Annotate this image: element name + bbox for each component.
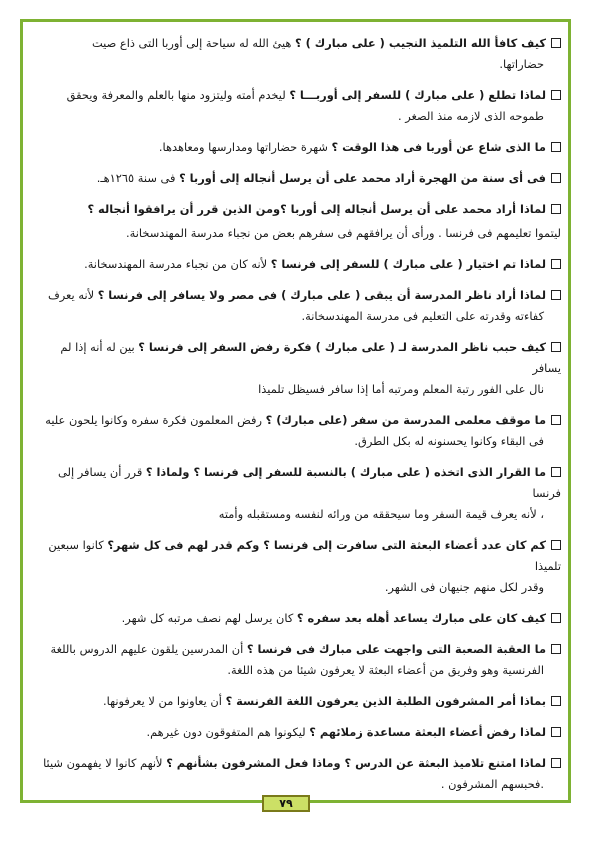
- question-text: لماذا امتنع تلاميذ البعثة عن الدرس ؟ وماذا فعل المشرفون بشأنهم ؟: [166, 756, 546, 770]
- checkbox-icon[interactable]: [551, 142, 561, 152]
- question-text: كيف حبب ناظر المدرسة لـ ( على مبارك ) فكرة رفض السفر إلى فرنسا ؟: [138, 340, 546, 354]
- checkbox-icon[interactable]: [551, 727, 561, 737]
- question-text: ما موقف معلمى المدرسة من سفر (على مبارك) ؟: [265, 413, 546, 427]
- answer-text: ليخدم أمته وليتزود منها بالعلم والمعرفة ويحقق: [66, 88, 286, 102]
- answer-text: فى سنة ١٢٦٥هـ.: [96, 171, 176, 185]
- checkbox-icon[interactable]: [551, 758, 561, 768]
- checkbox-icon[interactable]: [551, 259, 561, 269]
- answer-text: لأنه كان من نجباء مدرسة المهندسخانة.: [84, 257, 268, 271]
- answer-continuation: نال على الفور رتبة المعلم ومرتبه أما إذا سافر فسيظل تلميذا: [258, 382, 544, 396]
- checkbox-icon[interactable]: [551, 290, 561, 300]
- checkbox-icon[interactable]: [551, 342, 561, 352]
- checkbox-icon[interactable]: [551, 415, 561, 425]
- question-text: ما العقبة الصعبة التى واجهت على مبارك فى فرنسا ؟: [246, 642, 546, 656]
- answer-text: هيئ الله له سياحة إلى أوربا التى ذاع صيت: [91, 36, 292, 50]
- qa-item: [31, 608, 561, 629]
- answer-continuation: الفرنسية وهو وفريق من أعضاء البعثة لا يعرفون شيئا من هذه اللغة.: [227, 663, 544, 677]
- qa-item: [31, 33, 561, 75]
- question-text: لماذا رفض أعضاء البعثة مساعدة زملائهم ؟: [309, 725, 546, 739]
- question-text: لماذا تم اختيار ( على مبارك ) للسفر إلى فرنسا ؟: [270, 257, 546, 271]
- answer-text: شهرة حضاراتها ومدارسها ومعاهدها.: [158, 140, 328, 154]
- qa-item: [31, 254, 561, 275]
- answer-text: كان يرسل لهم نصف مرتبه كل شهر.: [121, 611, 294, 625]
- question-text: كم كان عدد أعضاء البعثة التى سافرت إلى فرنسا ؟ وكم قدر لهم فى كل شهر؟: [107, 538, 546, 552]
- page-number-badge: ٧٩: [262, 795, 310, 812]
- answer-text: قرر أن يسافر إلى فرنسا: [58, 465, 561, 500]
- answer-continuation: فى البقاء وكانوا يحسنونه له بكل الطرق.: [354, 434, 544, 448]
- answer-continuation: ، لأنه يعرف قيمة السفر وما سيحققه من ورائه لنفسه ومستقبله وأمته: [218, 507, 544, 521]
- answer-text: ليكونوا هم المتفوقون دون غيرهم.: [146, 725, 306, 739]
- qa-item: [31, 639, 561, 681]
- qa-item: [31, 722, 561, 743]
- checkbox-icon[interactable]: [551, 204, 561, 214]
- answer-continuation: .فحبسهم المشرفون .: [440, 777, 544, 791]
- checkbox-icon[interactable]: [551, 173, 561, 183]
- answer-text: بين له أنه إذا لم يسافر: [60, 340, 561, 375]
- qa-item: [31, 199, 561, 220]
- question-text: لماذا أراد ناظر المدرسة أن يبقى ( على مبارك ) فى مصر ولا يسافر إلى فرنسا ؟: [97, 288, 546, 302]
- qa-item: [31, 535, 561, 598]
- qa-item: [31, 753, 561, 795]
- checkbox-icon[interactable]: [551, 540, 561, 550]
- document-content: [31, 33, 561, 795]
- answer-text: لأنهم كانوا لا يفهمون شيئا: [43, 756, 163, 770]
- answer-text: كانوا سبعين تلميذا: [48, 538, 561, 573]
- answer-text: أن يعاونوا من لا يعرفونها.: [103, 694, 222, 708]
- answer-continuation: كفاءته وقدرته على التعليم فى مدرسة المهندسخانة.: [301, 309, 544, 323]
- checkbox-icon[interactable]: [551, 90, 561, 100]
- qa-item: [31, 137, 561, 158]
- answer-continuation: حضاراتها.: [499, 57, 544, 71]
- qa-item: [31, 168, 561, 189]
- checkbox-icon[interactable]: [551, 644, 561, 654]
- checkbox-icon[interactable]: [551, 696, 561, 706]
- question-text: لماذا تطلع ( على مبارك ) للسفر إلى أوربـــا ؟: [289, 88, 546, 102]
- checkbox-icon[interactable]: [551, 38, 561, 48]
- question-text: ما القرار الذى اتخذه ( على مبارك ) بالنسبة للسفر إلى فرنسا ؟ ولماذا ؟: [145, 465, 546, 479]
- continuation-paragraph: ليتموا تعليمهم فى فرنسا . ورأى أن يرافقهم فى سفرهم بعض من نجباء مدرسة المهندسخانة.: [125, 226, 561, 240]
- checkbox-icon[interactable]: [551, 613, 561, 623]
- qa-item: [31, 691, 561, 712]
- question-text: فى أى سنة من الهجرة أراد محمد على أن يرسل أنجاله إلى أوربا ؟: [179, 171, 546, 185]
- answer-text: لأنه يعرف: [47, 288, 95, 302]
- qa-item: [31, 285, 561, 327]
- question-text: ما الذى شاع عن أوربا فى هذا الوقت ؟: [331, 140, 546, 154]
- qa-item: [31, 85, 561, 127]
- answer-continuation: وقدر لكل منهم جنيهان فى الشهر.: [384, 580, 544, 594]
- answer-text: رفض المعلمون فكرة سفره وكانوا يلحون عليه: [45, 413, 262, 427]
- answer-text: أن المدرسين يلقون عليهم الدروس باللغة: [50, 642, 244, 656]
- answer-continuation: طموحه الذى لازمه منذ الصغر .: [398, 109, 544, 123]
- question-text: كيف كافأ الله التلميذ النجيب ( على مبارك ) ؟: [295, 36, 546, 50]
- qa-item: [31, 410, 561, 452]
- checkbox-icon[interactable]: [551, 467, 561, 477]
- question-text: لماذا أراد محمد على أن يرسل أنجاله إلى أوربا ؟ومن الذين قرر أن يرافقوا أنجاله ؟: [87, 202, 546, 216]
- qa-item: [31, 337, 561, 400]
- question-text: بماذا أمر المشرفون الطلبة الذين يعرفون اللغة الفرنسة ؟: [225, 694, 546, 708]
- qa-item: [31, 462, 561, 525]
- question-text: كيف كان على مبارك يساعد أهله بعد سفره ؟: [296, 611, 546, 625]
